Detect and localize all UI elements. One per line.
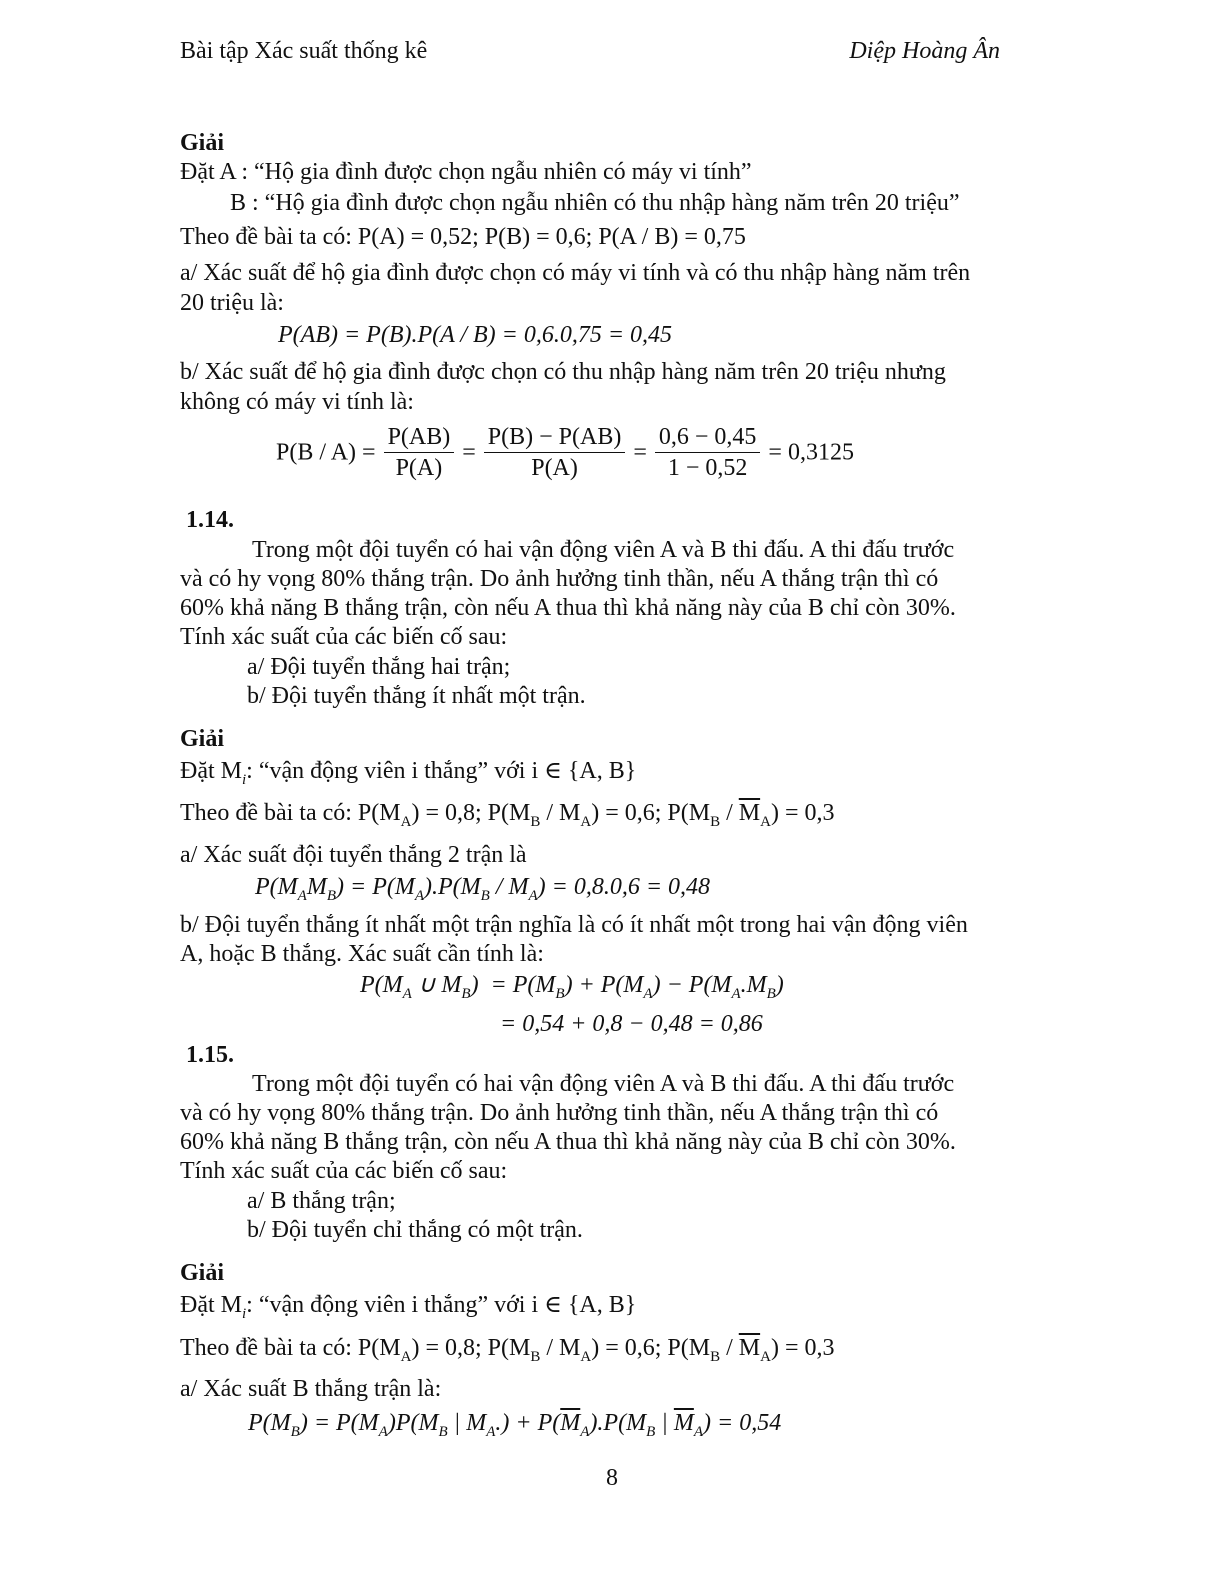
- text-line: Trong một đội tuyển có hai vận động viên A và B thi đấu. A thi đấu trước: [252, 537, 955, 563]
- fraction-numerator: P(AB): [384, 422, 455, 453]
- text-line: không có máy vi tính là:: [180, 389, 414, 415]
- text-line: 20 triệu là:: [180, 290, 284, 316]
- section-number: 1.15.: [186, 1042, 234, 1068]
- header-title: Bài tập Xác suất thống kê: [180, 38, 428, 64]
- text-line: B : “Hộ gia đình được chọn ngẫu nhiên có thu nhập hàng năm trên 20 triệu”: [230, 190, 960, 216]
- list-item: b/ Đội tuyển thắng ít nhất một trận.: [247, 683, 586, 709]
- text-line: Theo đề bài ta có: $P(M_A) = 0,8$; $P(M_B / M_A) = 0,6$; $P(M_B / \overline{M}_A) = 0,3$: [180, 1335, 835, 1365]
- list-item: a/ Đội tuyển thắng hai trận;: [247, 654, 511, 680]
- subscript: i: [242, 771, 247, 788]
- fraction: [384, 422, 455, 483]
- text-line: và có hy vọng 80% thắng trận. Do ảnh hưởng tinh thần, nếu A thắng trận thì có: [180, 566, 939, 592]
- text-line: Tính xác suất của các biến cố sau:: [180, 624, 508, 650]
- equation: $P(M_A$ ∪ $M_B) = P(M_B) + P(M_A) - P(M_A.M_B)$: [360, 972, 784, 1002]
- text-line: Đặt A : “Hộ gia đình được chọn ngẫu nhiên có máy vi tính”: [180, 159, 752, 185]
- text-fragment: Đặt M: [180, 758, 242, 784]
- heading-solution: Giải: [180, 130, 225, 156]
- text-line: A, hoặc B thắng. Xác suất cần tính là:: [180, 941, 544, 967]
- text-line: và có hy vọng 80% thắng trận. Do ảnh hưởng tinh thần, nếu A thắng trận thì có: [180, 1100, 939, 1126]
- fraction-denominator: P(A): [395, 455, 443, 481]
- heading-solution: Giải: [180, 726, 225, 752]
- equation: P(AB) = P(B).P(A / B) = 0,6.0,75 = 0,45: [278, 322, 673, 348]
- subscript: A: [400, 813, 412, 830]
- text-line: [180, 756, 636, 795]
- page-number: 8: [606, 1465, 618, 1491]
- text-fragment: : “vận động viên i thắng” với i ∈ {A, B}: [246, 758, 637, 784]
- text-fragment: P(M: [255, 874, 298, 900]
- text-line: b/ Xác suất để hộ gia đình được chọn có thu nhập hàng năm trên 20 triệu nhưng: [180, 359, 946, 385]
- list-item: b/ Đội tuyển chỉ thắng có một trận.: [247, 1217, 583, 1243]
- text-line: a/ Xác suất đội tuyển thắng 2 trận là: [180, 842, 527, 868]
- equation: $P(M_B) = P(M_A)P(M_B$ | $M_A.) + P(\overline{M}_A).P(M_B$ | $\overline{M}_A) = 0,54$: [248, 1410, 782, 1440]
- fraction-numerator: 0,6 − 0,45: [655, 422, 761, 453]
- fraction-numerator: P(B) − P(AB): [484, 422, 626, 453]
- text-line: Trong một đội tuyển có hai vận động viên A và B thi đấu. A thi đấu trước: [252, 1071, 955, 1097]
- eq-equals: =: [633, 439, 647, 466]
- fraction-denominator: P(A): [531, 455, 578, 481]
- text-line: a/ Xác suất B thắng trận là:: [180, 1376, 442, 1402]
- text-line: Theo đề bài ta có: $P(M_A) = 0,8$; $P(M_B / M_A) = 0,6$; $P(M_B / \overline{M}_A) = 0,3$: [180, 800, 835, 830]
- text-line: Theo đề bài ta có: P(A) = 0,52; P(B) = 0,6; P(A / B) = 0,75: [180, 224, 746, 250]
- text-fragment: Đặt M: [180, 1292, 242, 1318]
- equation: $P(M_AM_B) = P(M_A).P(M_B / M_A) = 0,8.0,6 = 0,48$: [255, 874, 711, 904]
- text-line: 60% khả năng B thắng trận, còn nếu A thua thì khả năng này của B chỉ còn 30%.: [180, 595, 956, 621]
- fraction: [655, 422, 761, 483]
- eq-lhs: P(B / A) =: [276, 439, 376, 466]
- text-line: Tính xác suất của các biến cố sau:: [180, 1158, 508, 1184]
- heading-solution: Giải: [180, 1260, 225, 1286]
- text-fragment: Theo đề bài ta có: P(M: [180, 1335, 401, 1361]
- list-item: a/ B thắng trận;: [247, 1188, 396, 1214]
- eq-equals: =: [462, 439, 476, 466]
- text-fragment: Theo đề bài ta có: P(M: [180, 800, 401, 826]
- text-line: Đặt $M_i$: “vận động viên i thắng” với i ∈ {A, B}: [180, 1292, 637, 1322]
- eq-result: = 0,3125: [768, 439, 854, 466]
- text-line: a/ Xác suất để hộ gia đình được chọn có máy vi tính và có thu nhập hàng năm trên: [180, 260, 971, 286]
- fraction: [484, 422, 626, 483]
- text-fragment: : “vận động viên i thắng” với i ∈ {A, B}: [246, 1292, 637, 1318]
- equation: = 0,54 + 0,8 − 0,48 = 0,86: [500, 1011, 763, 1037]
- section-number: 1.14.: [186, 507, 234, 533]
- text-line: b/ Đội tuyển thắng ít nhất một trận nghĩa là có ít nhất một trong hai vận động viên: [180, 912, 968, 938]
- text-line: 60% khả năng B thắng trận, còn nếu A thua thì khả năng này của B chỉ còn 30%.: [180, 1129, 956, 1155]
- equation-fraction: [276, 422, 854, 483]
- header-author: Diệp Hoàng Ân: [849, 38, 1000, 64]
- fraction-denominator: 1 − 0,52: [667, 455, 748, 481]
